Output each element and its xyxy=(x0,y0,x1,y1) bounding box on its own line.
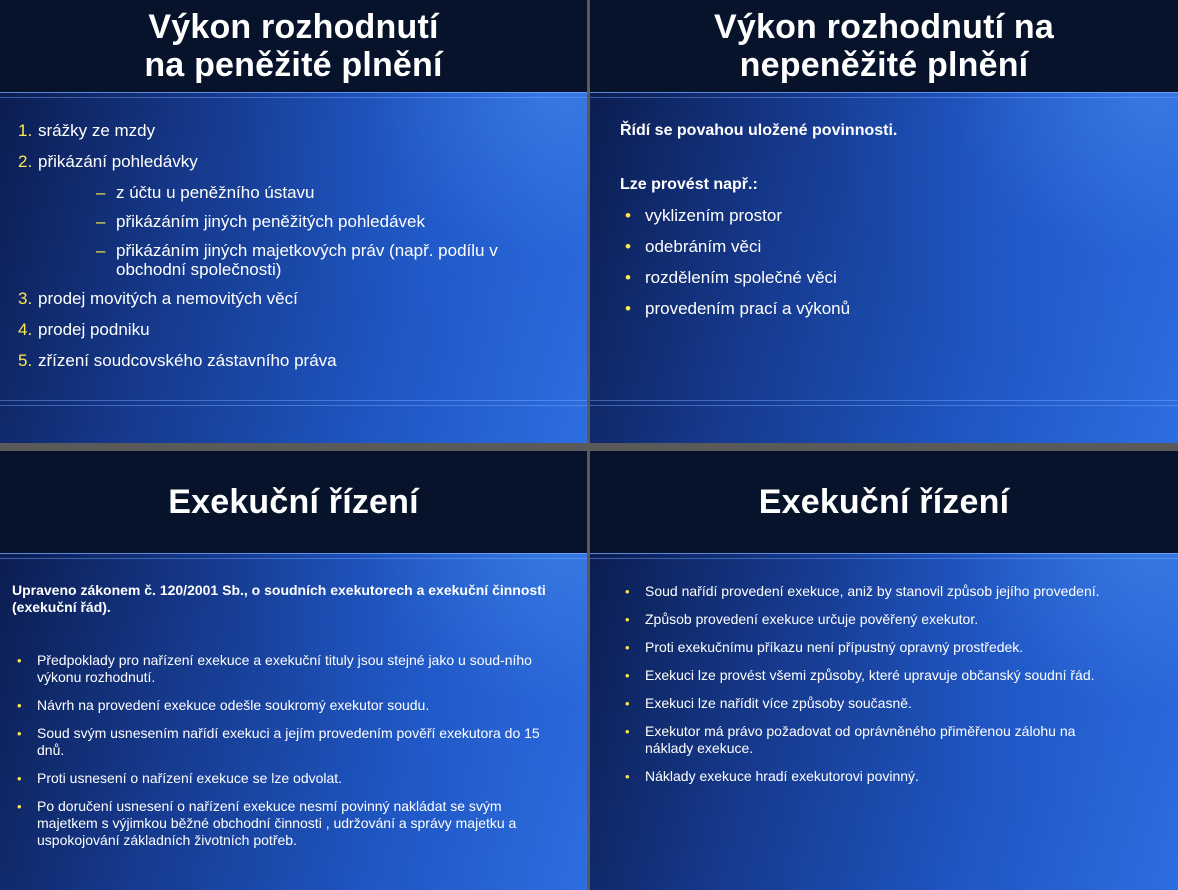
bullet-dot: • xyxy=(625,769,630,784)
divider-line xyxy=(590,92,1178,93)
divider-line xyxy=(0,92,587,93)
list-item-text: rozdělením společné věci xyxy=(645,268,837,287)
divider-line xyxy=(0,405,587,406)
slide-title-bar xyxy=(590,0,1178,92)
bullet-dot: • xyxy=(625,268,631,287)
list-item-text: Po doručení usnesení o nařízení exekuce nesmí povinný nakládat se svým majetkem s výjimkou běžné obchodní činnosti , udržování a správy majetku a uspokojování základních životních potřeb. xyxy=(37,798,517,848)
list-item xyxy=(620,237,1158,257)
list-item-text: srážky ze mzdy xyxy=(38,121,156,140)
list-item xyxy=(620,268,1158,288)
bullet-dot: • xyxy=(17,799,22,814)
bullet-dot: • xyxy=(17,771,22,786)
list-item xyxy=(620,299,1158,319)
slide-body xyxy=(620,583,1154,796)
numbered-list xyxy=(18,289,569,371)
bullet-dot: • xyxy=(625,237,631,256)
dash-bullet: – xyxy=(96,183,106,202)
list-item xyxy=(620,667,1154,684)
slide-title: Výkon rozhodnutí na peněžité plnění xyxy=(144,8,443,84)
divider-line xyxy=(0,553,587,554)
list-item-text: Proti exekučnímu příkazu není přípustný opravný prostředek. xyxy=(645,639,1024,655)
list-item xyxy=(12,725,553,759)
list-item-text: přikázání pohledávky xyxy=(38,152,198,171)
divider-line xyxy=(590,405,1178,406)
sub-list-item xyxy=(96,183,569,202)
list-item xyxy=(18,351,569,371)
slide-title-bar xyxy=(590,451,1178,553)
list-item-text: vyklizením prostor xyxy=(645,206,782,225)
bullet-list xyxy=(620,583,1154,785)
list-item xyxy=(620,695,1154,712)
slide-body xyxy=(620,121,1158,330)
divider-line xyxy=(590,97,1178,98)
sub-list-item xyxy=(96,241,569,279)
list-item xyxy=(620,723,1154,757)
slide-title-bar xyxy=(0,451,587,553)
list-item xyxy=(620,206,1158,226)
divider-line xyxy=(590,558,1178,559)
list-item-text: Soud svým usnesením nařídí exekuci a jejím provedením pověří exekutora do 15 dnů. xyxy=(37,725,540,758)
list-item-text: Náklady exekuce hradí exekutorovi povinný. xyxy=(645,768,919,784)
list-item xyxy=(18,121,569,141)
dash-bullet: – xyxy=(96,212,106,231)
list-item xyxy=(12,798,553,849)
intro-text: Řídí se povahou uložené povinnosti. xyxy=(620,122,898,139)
list-item-text: Soud nařídí provedení exekuce, aniž by stanovil způsob jejího provedení. xyxy=(645,583,1100,599)
list-item-text: Exekutor má právo požadovat od oprávněného přiměřenou zálohu na náklady exekuce. xyxy=(645,723,1076,756)
numbered-list xyxy=(18,121,569,172)
bullet-dot: • xyxy=(625,206,631,225)
divider-line xyxy=(0,97,587,98)
bullet-dot: • xyxy=(625,696,630,711)
bullet-dot: • xyxy=(17,726,22,741)
bullet-list xyxy=(12,652,553,849)
slide-nepenezite-plneni xyxy=(590,0,1178,443)
slide-penezite-plneni xyxy=(0,0,587,443)
list-item-text: Způsob provedení exekuce určuje pověřený exekutor. xyxy=(645,611,979,627)
divider-line xyxy=(0,400,587,401)
list-item xyxy=(620,768,1154,785)
list-item xyxy=(18,152,569,172)
lead-text: Lze provést např.: xyxy=(620,176,758,193)
slide-title: Exekuční řízení xyxy=(758,483,1010,521)
bullet-list xyxy=(620,206,1158,319)
list-number: 1. xyxy=(18,121,33,140)
list-item-text: Návrh na provedení exekuce odešle soukromý exekutor soudu. xyxy=(37,697,430,713)
slide-body xyxy=(12,582,553,860)
dash-bullet: – xyxy=(96,241,106,260)
list-item xyxy=(12,697,553,714)
list-item-text: Exekuci lze provést všemi způsoby, které upravuje občanský soudní řád. xyxy=(645,667,1095,683)
list-number: 5. xyxy=(18,351,33,370)
list-item xyxy=(620,583,1154,600)
divider-line xyxy=(0,558,587,559)
list-number: 4. xyxy=(18,320,33,339)
list-item-text: Exekuci lze nařídit více způsoby současně. xyxy=(645,695,912,711)
list-item-text: Proti usnesení o nařízení exekuce se lze odvolat. xyxy=(37,770,343,786)
slide-title: Výkon rozhodnutí na nepeněžité plnění xyxy=(713,8,1054,84)
list-item-text: odebráním věci xyxy=(645,237,762,256)
intro-text: Upraveno zákonem č. 120/2001 Sb., o soudních exekutorech a exekuční činnosti (exekuční řád). xyxy=(12,582,546,615)
bullet-dot: • xyxy=(625,612,630,627)
list-item xyxy=(12,770,553,787)
bullet-dot: • xyxy=(625,299,631,318)
slide-body xyxy=(18,121,569,382)
list-item xyxy=(12,652,553,686)
list-item-text: prodej movitých a nemovitých věcí xyxy=(38,289,298,308)
list-number: 2. xyxy=(18,152,33,171)
list-item xyxy=(620,611,1154,628)
list-item-text: provedením prací a výkonů xyxy=(645,299,851,318)
sub-item-text: přikázáním jiných peněžitých pohledávek xyxy=(116,212,426,231)
bullet-dot: • xyxy=(625,640,630,655)
list-number: 3. xyxy=(18,289,33,308)
slide-title-bar xyxy=(0,0,587,92)
sub-item-text: přikázáním jiných majetkových práv (např. podílu v obchodní společnosti) xyxy=(116,241,498,279)
list-item xyxy=(620,639,1154,656)
bullet-dot: • xyxy=(625,724,630,739)
slide-title: Exekuční řízení xyxy=(168,483,419,521)
sub-item-text: z účtu u peněžního ústavu xyxy=(116,183,315,202)
list-item xyxy=(18,320,569,340)
sub-list xyxy=(96,183,569,279)
bullet-dot: • xyxy=(17,653,22,668)
divider-line xyxy=(590,553,1178,554)
list-item-text: Předpoklady pro nařízení exekuce a exekuční tituly jsou stejné jako u soud-ního výkonu rozhodnutí. xyxy=(37,652,532,685)
list-item xyxy=(18,289,569,309)
divider-line xyxy=(590,400,1178,401)
slide-exekucni-rizeni-1 xyxy=(0,451,587,890)
list-item-text: prodej podniku xyxy=(38,320,150,339)
sub-list-item xyxy=(96,212,569,231)
bullet-dot: • xyxy=(625,668,630,683)
list-item-text: zřízení soudcovského zástavního práva xyxy=(38,351,337,370)
slide-exekucni-rizeni-2 xyxy=(590,451,1178,890)
bullet-dot: • xyxy=(625,584,630,599)
bullet-dot: • xyxy=(17,698,22,713)
